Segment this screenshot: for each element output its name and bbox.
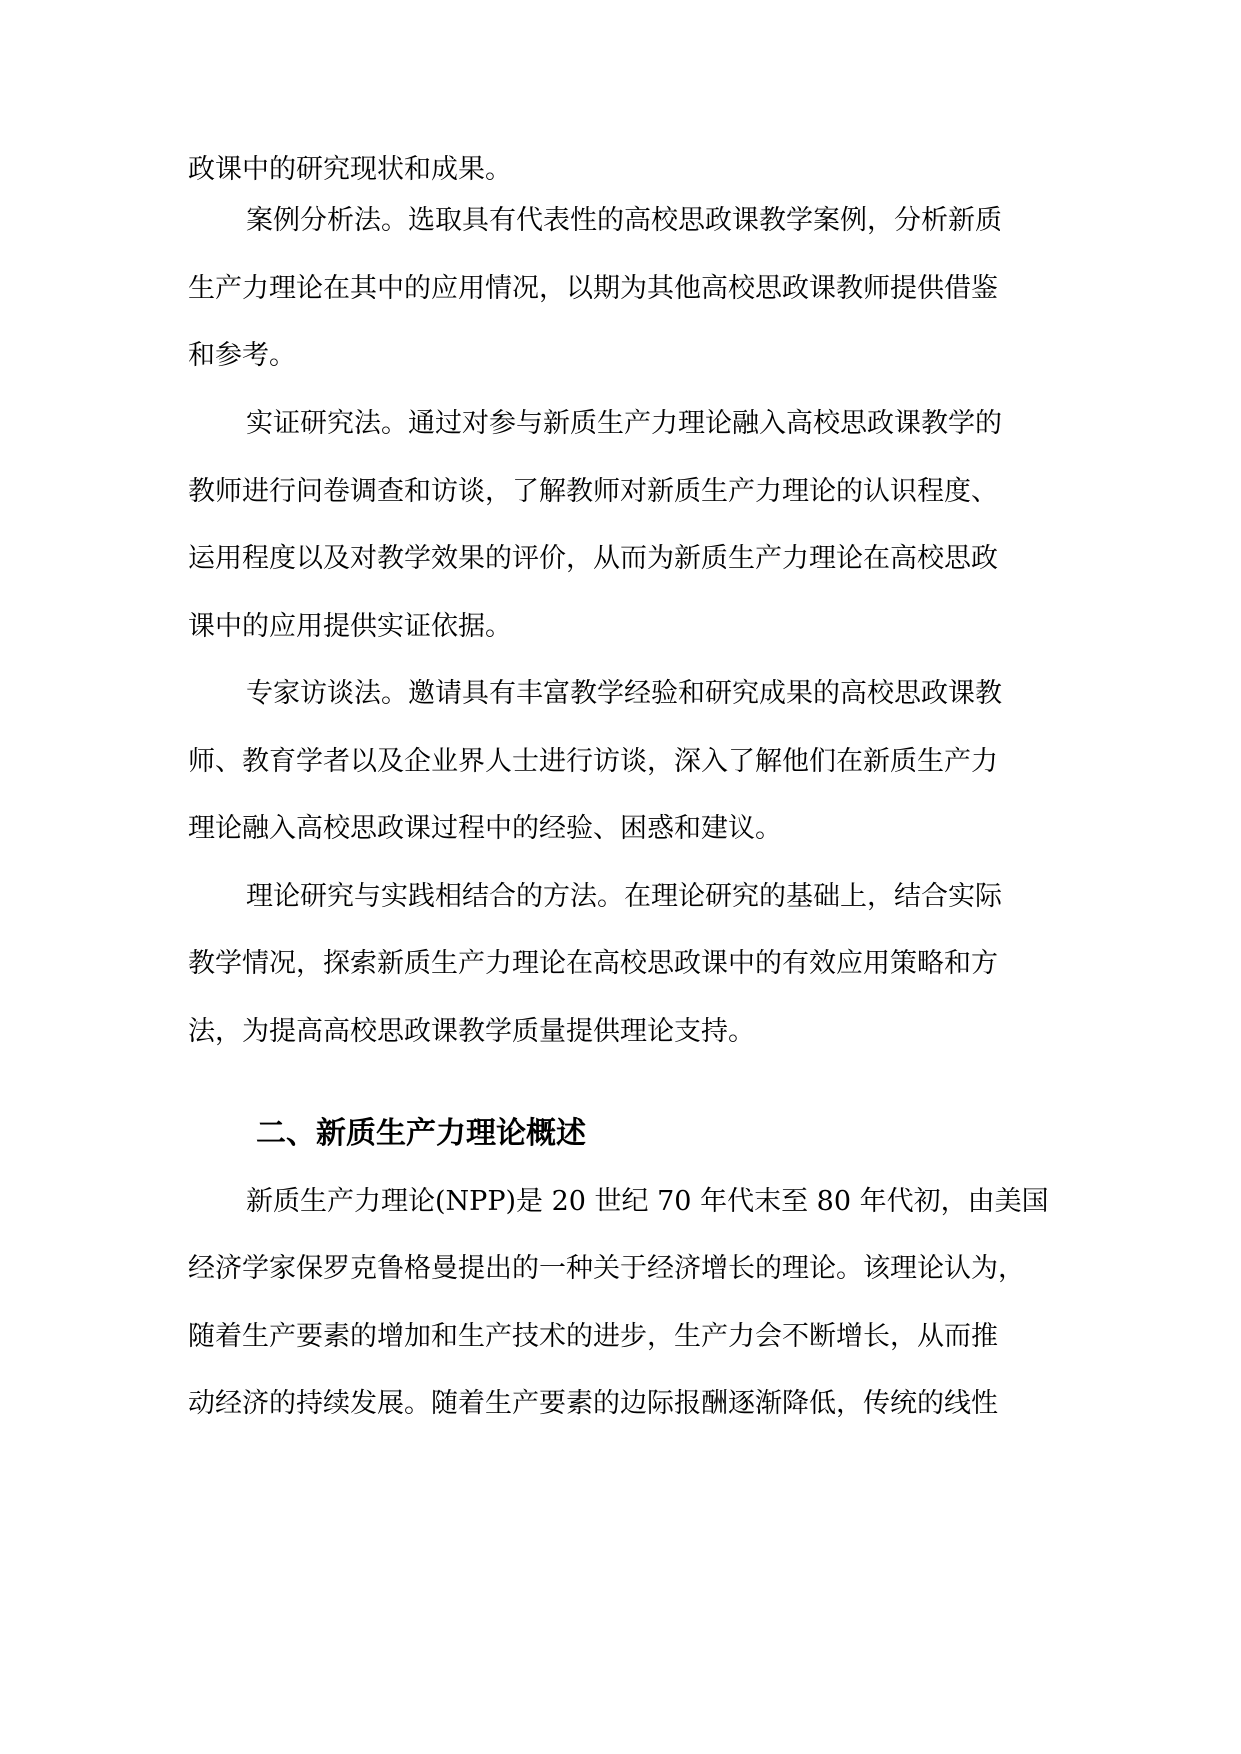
paragraph-line: 师、教育学者以及企业界人士进行访谈，深入了解他们在新质生产力 <box>188 746 998 777</box>
paragraph-line: 经济学家保罗克鲁格曼提出的一种关于经济增长的理论。该理论认为， <box>188 1253 1025 1284</box>
paragraph-line: 生产力理论在其中的应用情况，以期为其他高校思政课教师提供借鉴 <box>188 273 998 304</box>
paragraph-line: 随着生产要素的增加和生产技术的进步，生产力会不断增长，从而推 <box>188 1321 998 1352</box>
paragraph-line: 理论研究与实践相结合的方法。在理论研究的基础上，结合实际 <box>246 881 1002 912</box>
paragraph-line: 专家访谈法。邀请具有丰富教学经验和研究成果的高校思政课教 <box>246 678 1002 709</box>
paragraph-line: 政课中的研究现状和成果。 <box>188 154 512 185</box>
paragraph-line: 理论融入高校思政课过程中的经验、困惑和建议。 <box>188 813 782 844</box>
section-heading: 二、新质生产力理论概述 <box>256 1116 586 1151</box>
paragraph-line: 法，为提高高校思政课教学质量提供理论支持。 <box>188 1016 755 1047</box>
paragraph-line: 实证研究法。通过对参与新质生产力理论融入高校思政课教学的 <box>246 408 1002 439</box>
paragraph-line: 运用程度以及对教学效果的评价，从而为新质生产力理论在高校思政 <box>188 543 998 574</box>
paragraph-line: 动经济的持续发展。随着生产要素的边际报酬逐渐降低，传统的线性 <box>188 1388 998 1419</box>
paragraph-line: 教师进行问卷调查和访谈，了解教师对新质生产力理论的认识程度、 <box>188 476 998 507</box>
paragraph-line: 课中的应用提供实证依据。 <box>188 611 512 642</box>
paragraph-line: 和参考。 <box>188 340 296 371</box>
paragraph-line: 案例分析法。选取具有代表性的高校思政课教学案例，分析新质 <box>246 205 1002 236</box>
paragraph-line: 新质生产力理论(NPP)是 20 世纪 70 年代末至 80 年代初，由美国 <box>246 1186 1049 1217</box>
paragraph-line: 教学情况，探索新质生产力理论在高校思政课中的有效应用策略和方 <box>188 948 998 979</box>
